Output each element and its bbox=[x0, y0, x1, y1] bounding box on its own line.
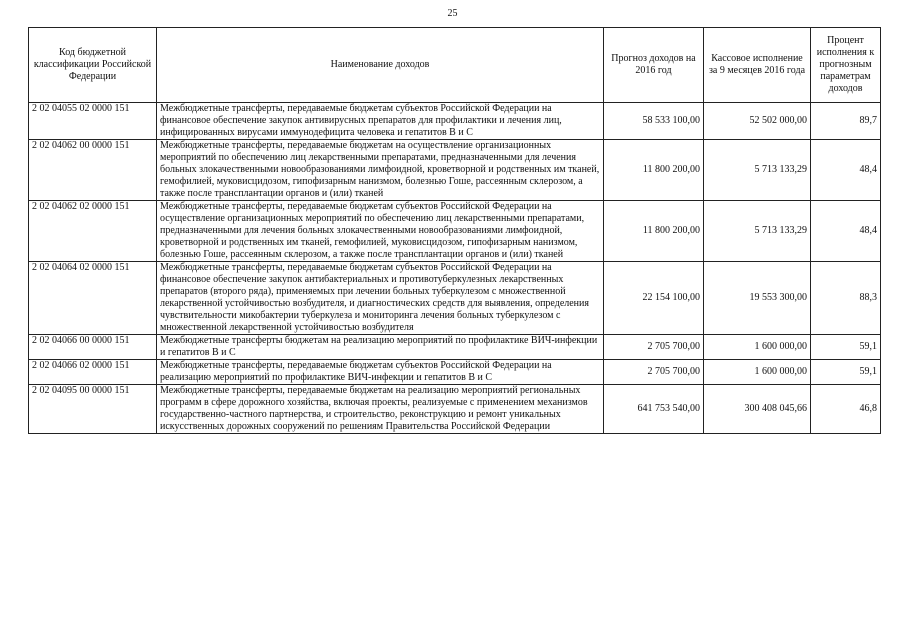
header-forecast: Прогноз доходов на 2016 год bbox=[604, 28, 704, 103]
table-row bbox=[29, 262, 881, 335]
cell-forecast: 22 154 100,00 bbox=[604, 262, 704, 335]
table-row bbox=[29, 140, 881, 201]
cell-name: Межбюджетные трансферты, передаваемые бюджетам субъектов Российской Федерации на реализацию мероприятий по профилактике ВИЧ-инфекции и гепатитов В и С bbox=[157, 360, 604, 385]
header-percent: Процент исполнения к прогнозным параметрам доходов bbox=[811, 28, 881, 103]
header-code: Код бюджетной классификации Российской Федерации bbox=[29, 28, 157, 103]
page-number: 25 bbox=[447, 8, 458, 19]
cell-code: 2 02 04066 02 0000 151 bbox=[29, 360, 157, 385]
cell-code: 2 02 04095 00 0000 151 bbox=[29, 385, 157, 434]
cell-name: Межбюджетные трансферты, передаваемые бюджетам субъектов Российской Федерации на финансовое обеспечение закупок антивирусных препаратов для профилактики и лечения лиц, инфицированных вирусами иммунодефицита человека и гепатитов В и С bbox=[157, 103, 604, 140]
cell-executed: 19 553 300,00 bbox=[704, 262, 811, 335]
cell-executed: 1 600 000,00 bbox=[704, 335, 811, 360]
cell-code: 2 02 04062 00 0000 151 bbox=[29, 140, 157, 201]
table-row bbox=[29, 103, 881, 140]
cell-name: Межбюджетные трансферты, передаваемые бюджетам субъектов Российской Федерации на осуществление организационных мероприятий по обеспечению лиц лекарственными препаратами, предназначенными для лечения больных злокачественными новообразованиями лимфоидной, кроветворной и родственных им тканей, гемофилией, муковисцидозом, гипофизарным нанизмом, болезнью Гоше, рассеянным склерозом, а также после трансплантации органов и (или) тканей bbox=[157, 201, 604, 262]
cell-percent: 46,8 bbox=[811, 385, 881, 434]
header-name: Наименование доходов bbox=[157, 28, 604, 103]
cell-forecast: 641 753 540,00 bbox=[604, 385, 704, 434]
cell-executed: 52 502 000,00 bbox=[704, 103, 811, 140]
cell-name: Межбюджетные трансферты, передаваемые бюджетам на осуществление организационных мероприятий по обеспечению лиц лекарственными препаратами, предназначенными для лечения больных злокачественными новообразованиями лимфоидной, кроветворной и родственных им тканей, гемофилией, муковисцидозом, гипофизарным нанизмом, болезнью Гоше, рассеянным склерозом, а также после трансплантации органов и (или) тканей bbox=[157, 140, 604, 201]
cell-forecast: 2 705 700,00 bbox=[604, 335, 704, 360]
table-row bbox=[29, 385, 881, 434]
cell-forecast: 58 533 100,00 bbox=[604, 103, 704, 140]
cell-code: 2 02 04055 02 0000 151 bbox=[29, 103, 157, 140]
cell-percent: 89,7 bbox=[811, 103, 881, 140]
cell-forecast: 11 800 200,00 bbox=[604, 201, 704, 262]
cell-forecast: 11 800 200,00 bbox=[604, 140, 704, 201]
cell-executed: 5 713 133,29 bbox=[704, 140, 811, 201]
cell-code: 2 02 04064 02 0000 151 bbox=[29, 262, 157, 335]
budget-revenue-table bbox=[28, 27, 881, 434]
cell-forecast: 2 705 700,00 bbox=[604, 360, 704, 385]
cell-code: 2 02 04062 02 0000 151 bbox=[29, 201, 157, 262]
cell-percent: 48,4 bbox=[811, 140, 881, 201]
cell-percent: 59,1 bbox=[811, 335, 881, 360]
cell-name: Межбюджетные трансферты, передаваемые бюджетам субъектов Российской Федерации на финансовое обеспечение закупок антибактериальных и противотуберкулезных лекарственных препаратов (второго ряда), применяемых при лечении больных туберкулезом с множественной лекарственной устойчивостью возбудителя, и диагностических средств для выявления, определения чувствительности микобактерии туберкулеза и мониторинга лечения больных туберкулезом с множественной лекарственной устойчивостью возбудителя bbox=[157, 262, 604, 335]
table-row bbox=[29, 201, 881, 262]
table-row bbox=[29, 335, 881, 360]
cell-name: Межбюджетные трансферты бюджетам на реализацию мероприятий по профилактике ВИЧ-инфекции и гепатитов В и С bbox=[157, 335, 604, 360]
cell-executed: 300 408 045,66 bbox=[704, 385, 811, 434]
table-row bbox=[29, 360, 881, 385]
cell-executed: 1 600 000,00 bbox=[704, 360, 811, 385]
table-header-row bbox=[29, 28, 881, 103]
cell-percent: 59,1 bbox=[811, 360, 881, 385]
header-executed: Кассовое исполнение за 9 месяцев 2016 года bbox=[704, 28, 811, 103]
cell-percent: 48,4 bbox=[811, 201, 881, 262]
cell-percent: 88,3 bbox=[811, 262, 881, 335]
cell-code: 2 02 04066 00 0000 151 bbox=[29, 335, 157, 360]
cell-name: Межбюджетные трансферты, передаваемые бюджетам на реализацию мероприятий региональных программ в сфере дорожного хозяйства, включая проекты, реализуемые с применением механизмов государственно-частного партнерства, и строительство, реконструкцию и ремонт уникальных искусственных дорожных сооружений по решениям Правительства Российской Федерации bbox=[157, 385, 604, 434]
cell-executed: 5 713 133,29 bbox=[704, 201, 811, 262]
